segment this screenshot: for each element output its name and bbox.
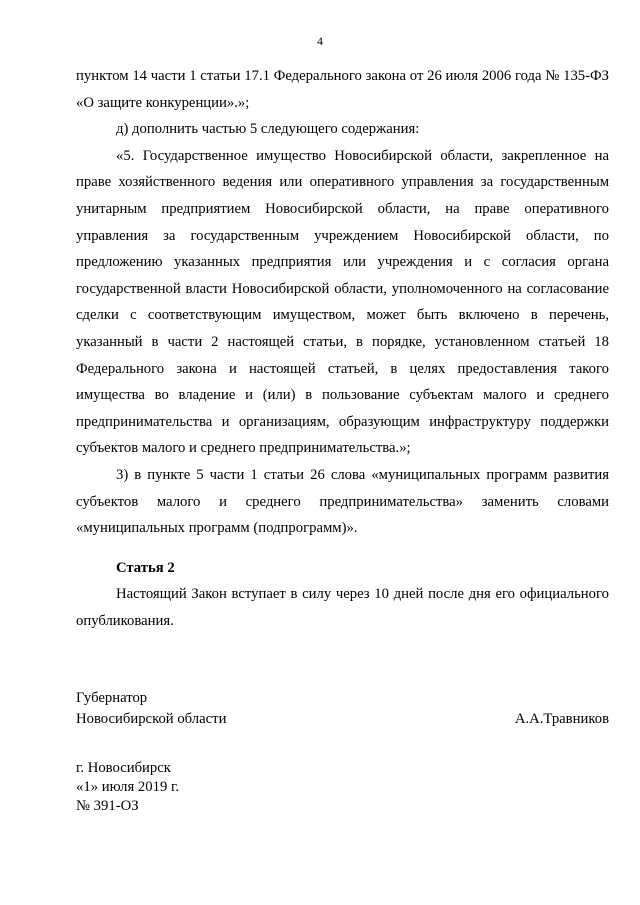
- signatory-title-line-2: Новосибирской области: [76, 711, 227, 727]
- law-amendments-text: [76, 63, 609, 542]
- paragraph-continuation: пунктом 14 части 1 статьи 17.1 Федерального закона от 26 июля 2006 года № 135-ФЗ «О защите конкуренции».»;: [76, 68, 609, 111]
- paragraph-item-3: 3) в пункте 5 части 1 статьи 26 слова «муниципальных программ развития субъектов малого и среднего предпринимательства» заменить словами «муниципальных программ (подпрограмм)».: [76, 466, 609, 537]
- footer-law-number: № 391-ОЗ: [76, 798, 139, 814]
- signature-block: [76, 688, 609, 730]
- paragraph-item-d: д) дополнить частью 5 следующего содержания:: [116, 121, 420, 138]
- signatory-name: А.А.Травников: [514, 711, 609, 727]
- paragraph-part-5: «5. Государственное имущество Новосибирской области, закрепленное на праве хозяйственного ведения или оперативного управления за государственным унитарным предприятием Новосибирской области, на праве оперативного управления за государственным учреждением Новосибирской области, по предложению указанных предприятия или учреждения и с согласия органа государственной власти Новосибирской области, уполномоченного на согласование сделки с соответствующим имуществом, может быть включено в перечень, указанный в части 2 настоящей статьи, в порядке, установленном статьей 18 Федерального закона и настоящей статьей, в целях предоставления такого имущества во владение и (или) в пользование субъектам малого и среднего предпринимательства и организациям, образующим инфраструктуру поддержки субъектов малого и среднего предпринимательства.»;: [76, 147, 609, 457]
- footer-date: «1» июля 2019 г.: [76, 779, 180, 795]
- document-footer: [76, 759, 179, 816]
- article-2-text: Настоящий Закон вступает в силу через 10 дней после дня его официального опубликования.: [76, 586, 609, 629]
- page-number: 4: [317, 34, 323, 48]
- signatory-title-line-1: Губернатор: [76, 690, 148, 706]
- article-2-body: [76, 581, 609, 634]
- signatory-row: [76, 709, 609, 730]
- footer-city: г. Новосибирск: [76, 760, 171, 776]
- article-2-heading: Статья 2: [116, 560, 175, 576]
